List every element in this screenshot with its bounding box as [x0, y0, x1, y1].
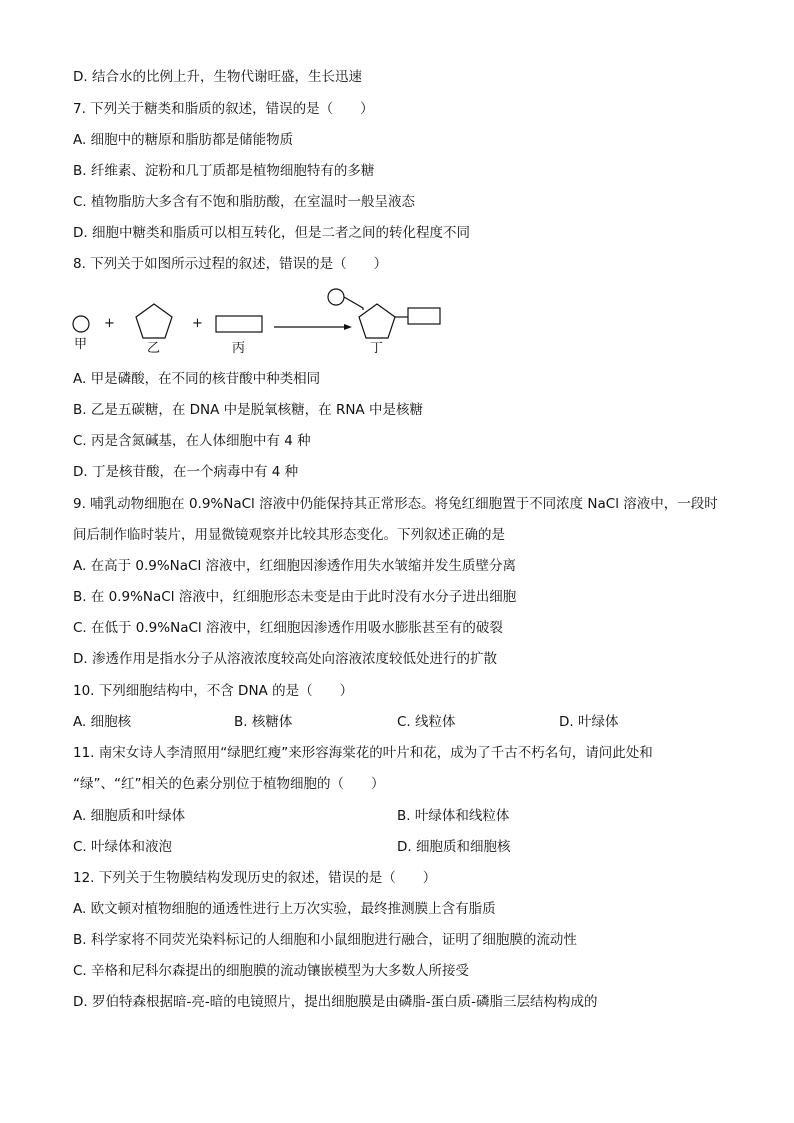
plus-sign-1: + — [104, 316, 115, 331]
q8-option-c: C. 丙是含氮碱基，在人体细胞中有 4 种 — [73, 433, 311, 449]
q10-option-d: D. 叶绿体 — [559, 714, 619, 730]
base-rectangle — [216, 316, 262, 332]
q9-stem-line1: 9. 哺乳动物细胞在 0.9%NaCl 溶液中仍能保持其正常形态。将兔红细胞置于不同浓度 NaCl 溶液中，一段时 — [73, 496, 718, 512]
q10-stem: 10. 下列细胞结构中，不含 DNA 的是（ ） — [73, 683, 354, 699]
q7-option-d: D. 细胞中糖类和脂质可以相互转化，但是二者之间的转化程度不同 — [73, 225, 470, 241]
q8-option-b: B. 乙是五碳糖，在 DNA 中是脱氧核糖，在 RNA 中是核糖 — [73, 402, 423, 418]
pentose-pentagon — [136, 304, 172, 338]
q7-option-b: B. 纤维素、淀粉和几丁质都是植物细胞特有的多糖 — [73, 163, 375, 179]
q9-option-a: A. 在高于 0.9%NaCl 溶液中，红细胞因渗透作用失水皱缩并发生质壁分离 — [73, 558, 517, 574]
phosphate-circle — [73, 316, 89, 332]
q7-option-c: C. 植物脂肪大多含有不饱和脂肪酸，在室温时一般呈液态 — [73, 194, 416, 210]
q12-option-a: A. 欧文顿对植物细胞的通透性进行上万次实验，最终推测膜上含有脂质 — [73, 901, 496, 917]
label-jia: 甲 — [74, 337, 88, 352]
q10-option-b: B. 核糖体 — [234, 714, 293, 730]
nucleotide-phosphate-circle — [328, 289, 344, 305]
label-ding: 丁 — [370, 341, 384, 356]
q8-stem: 8. 下列关于如图所示过程的叙述，错误的是（ ） — [73, 256, 388, 272]
q9-stem-line2: 间后制作临时装片，用显微镜观察并比较其形态变化。下列叙述正确的是 — [73, 527, 505, 543]
q8-option-d: D. 丁是核苷酸，在一个病毒中有 4 种 — [73, 464, 299, 480]
q11-option-b: B. 叶绿体和线粒体 — [397, 808, 510, 824]
q11-stem-line2: “绿”、“红”相关的色素分别位于植物细胞的（ ） — [73, 776, 385, 792]
q11-option-a: A. 细胞质和叶绿体 — [73, 808, 186, 824]
reaction-arrow-head — [344, 324, 352, 330]
label-yi: 乙 — [147, 341, 161, 356]
q12-option-d: D. 罗伯特森根据暗-亮-暗的电镜照片，提出细胞膜是由磷脂-蛋白质-磷脂三层结构构成的 — [73, 994, 598, 1010]
plus-sign-2: + — [192, 316, 203, 331]
q12-stem: 12. 下列关于生物膜结构发现历史的叙述，错误的是（ ） — [73, 870, 437, 886]
nucleotide-base-rectangle — [408, 308, 440, 324]
q10-option-c: C. 线粒体 — [397, 714, 456, 730]
nucleotide-diagram — [60, 286, 460, 358]
q7-option-a: A. 细胞中的糖原和脂肪都是储能物质 — [73, 132, 294, 148]
q11-option-c: C. 叶绿体和液泡 — [73, 839, 173, 855]
label-bing: 丙 — [232, 341, 246, 356]
phosphate-bond — [344, 297, 363, 310]
q10-option-a: A. 细胞核 — [73, 714, 132, 730]
q9-option-c: C. 在低于 0.9%NaCl 溶液中，红细胞因渗透作用吸水膨胀甚至有的破裂 — [73, 620, 503, 636]
q12-option-b: B. 科学家将不同荧光染料标记的人细胞和小鼠细胞进行融合，证明了细胞膜的流动性 — [73, 932, 577, 948]
q9-option-b: B. 在 0.9%NaCl 溶液中，红细胞形态未变是由于此时没有水分子进出细胞 — [73, 589, 517, 605]
q9-option-d: D. 渗透作用是指水分子从溶液浓度较高处向溶液浓度较低处进行的扩散 — [73, 651, 497, 667]
nucleotide-pentagon — [359, 304, 395, 338]
q11-option-d: D. 细胞质和细胞核 — [397, 839, 511, 855]
q6-option-d: D. 结合水的比例上升，生物代谢旺盛，生长迅速 — [73, 69, 362, 85]
nucleotide-diagram-svg — [60, 286, 460, 358]
q11-stem-line1: 11. 南宋女诗人李清照用“绿肥红瘦”来形容海棠花的叶片和花，成为了千古不朽名句，请问此处和 — [73, 745, 653, 761]
q7-stem: 7. 下列关于糖类和脂质的叙述，错误的是（ ） — [73, 101, 374, 117]
q8-option-a: A. 甲是磷酸，在不同的核苷酸中种类相同 — [73, 371, 321, 387]
q12-option-c: C. 辛格和尼科尔森提出的细胞膜的流动镶嵌模型为大多数人所接受 — [73, 963, 470, 979]
